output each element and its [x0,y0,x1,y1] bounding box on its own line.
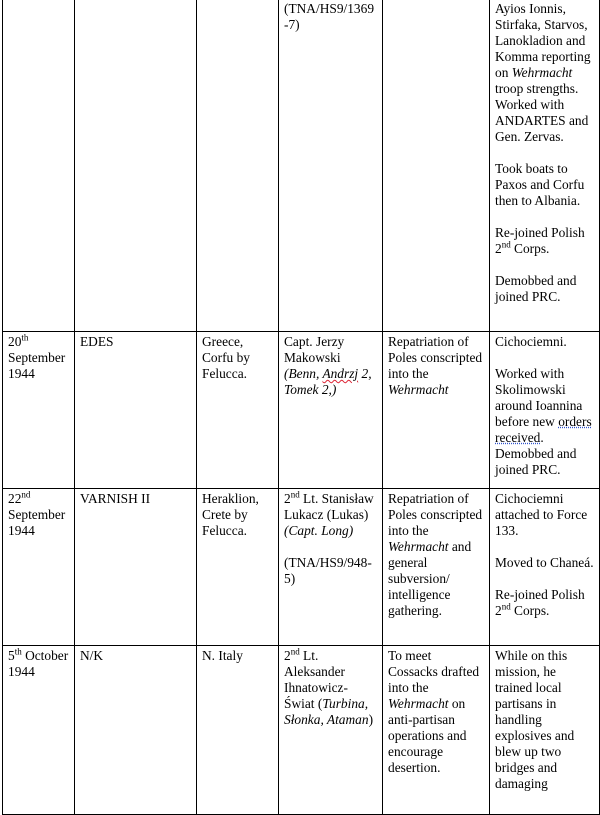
notes-paragraph: Took boats to Paxos and Corfu then to Albania. [495,161,585,208]
personnel-cell [279,332,383,489]
operation-cell: N/K [75,646,197,815]
location-cell: N. Italy [197,646,279,815]
operation-cell [75,0,197,332]
location-cell: Heraklion, Crete by Felucca. [197,489,279,646]
date-cell: 20th September 1944 [3,332,75,489]
table-row [3,332,600,489]
objective-cell: To meet Cossacks drafted into the Wehrmacht on anti-partisan operations and encourage desertion. [383,646,490,815]
personnel-name: 2nd Lt. Stanisław Lukacz (Lukas) (Capt. Long) [284,489,374,538]
notes-cell [490,0,600,332]
notes-paragraph: Re-joined Polish 2nd Corps. [495,587,585,618]
personnel-ref: (TNA/HS9/1369-7) [284,1,375,32]
personnel-ref: (TNA/HS9/948-5) [284,555,372,586]
notes-paragraph: Cichociemni attached to Force 133. [495,491,588,538]
notes-paragraph: Cichociemni. [495,334,567,349]
date-cell: 5th October 1944 [3,646,75,815]
notes-paragraph: Demobbed and joined PRC. [495,273,577,304]
operation-cell: VARNISH II [75,489,197,646]
missions-table [2,0,600,815]
location-cell: Greece, Corfu by Felucca. [197,332,279,489]
personnel-cell [279,489,383,646]
personnel-cell [279,0,383,332]
date-cell [3,0,75,332]
objective-cell: Repatriation of Poles conscripted into the Wehrmacht and general subversion/ intelligence gathering. [383,489,490,646]
location-cell [197,0,279,332]
personnel-name: Capt. Jerzy Makowski [284,334,345,365]
table-row [3,489,600,646]
notes-paragraph: Moved to Chaneá. [495,555,594,570]
notes-paragraph: Re-joined Polish 2nd Corps. [495,225,585,256]
date-cell: 22nd September 1944 [3,489,75,646]
notes-paragraph: Ayios Ionnis, Stirfaka, Starvos, Lanokladion and Komma reporting on Wehrmacht troop strengths. Worked with ANDARTES and Gen. Zervas. [495,1,591,144]
table-row [3,646,600,815]
table-row [3,0,600,332]
notes-cell: While on this mission, he trained local partisans in handling explosives and blew up two bridges and damaging [490,646,600,815]
notes-paragraph: Demobbed and joined PRC. [495,446,577,477]
notes-cell [490,489,600,646]
personnel-alias: (Benn, Andrzj 2, Tomek 2,) [284,366,372,397]
operation-cell: EDES [75,332,197,489]
notes-paragraph: Worked with Skolimowski around Ioannina before new orders received. [495,366,592,445]
notes-cell [490,332,600,489]
objective-cell [383,0,490,332]
objective-cell: Repatriation of Poles conscripted into the Wehrmacht [383,332,490,489]
personnel-cell: 2nd Lt. Aleksander Ihnatowicz-Świat (Turbina, Słonka, Ataman) [279,646,383,815]
